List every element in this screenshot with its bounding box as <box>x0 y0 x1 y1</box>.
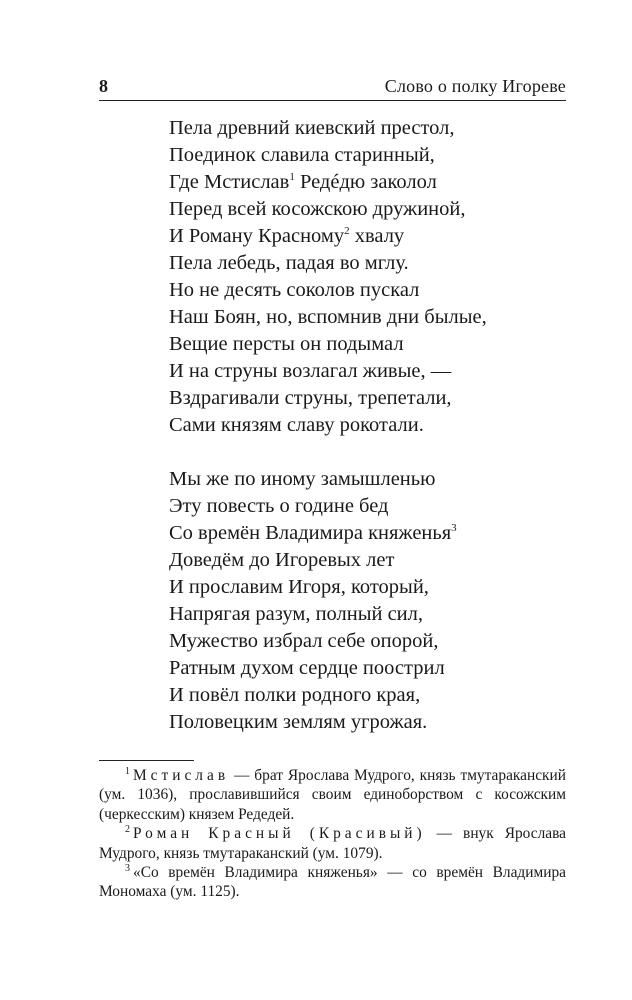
poem-line: Вздрагивали струны, трепетали, <box>169 387 452 409</box>
poem-line: Где Мстислав$^1$ Редéдю заколол <box>169 171 437 193</box>
footnote-text: «Со времён Владимира княженья» — со времён Владимира Мономаха (ум. 1125). <box>99 864 566 901</box>
stanza-2 <box>169 466 569 736</box>
running-title: Слово о полку Игореве <box>384 76 566 96</box>
footnote-mark: 3 <box>125 863 130 875</box>
poem-line: Напрягая разум, полный сил, <box>169 603 424 625</box>
poem-line: И на струны возлагал живые, — <box>169 360 452 382</box>
footnote-text: — брат Ярослава Мудрого, князь тмутараканский (ум. 1036), прославившийся своим единоборством с косожским (черкесским) князем Редедей. <box>99 767 566 823</box>
page-header <box>99 70 566 101</box>
poem-line: Половецким землям угрожая. <box>169 711 428 733</box>
poem <box>169 115 569 736</box>
poem-line: И прославим Игоря, который, <box>169 576 429 598</box>
poem-line: Поединок славила старинный, <box>169 144 435 166</box>
poem-line: Перед всей косожскою дружиной, <box>169 198 466 220</box>
footnote-divider <box>99 760 194 761</box>
poem-line: Эту повесть о године бед <box>169 495 389 517</box>
poem-line: Доведём до Игоревых лет <box>169 549 395 571</box>
poem-line: Наш Боян, но, вспомнив дни былые, <box>169 306 487 328</box>
poem-line: Сами князям славу рокотали. <box>169 414 424 436</box>
footnote-mark: 2 <box>125 824 130 836</box>
poem-line: Пела древний киевский престол, <box>169 117 455 139</box>
footnotes <box>99 766 566 902</box>
poem-line: Вещие персты он подымал <box>169 333 404 355</box>
poem-line: Мы же по иному замышленью <box>169 468 436 490</box>
poem-line: Со времён Владимира княженья$^3$ <box>169 522 457 544</box>
footnote-text: — внук Ярослава Мудрого, князь тмутараканский (ум. 1079). <box>99 825 566 862</box>
footnote-1 <box>99 766 566 824</box>
page-number: 8 <box>99 76 108 96</box>
footnote-ref[interactable]: 3 <box>451 522 457 534</box>
poem-line: Мужество избрал себе опорой, <box>169 630 439 652</box>
poem-line: Пела лебедь, падая во мглу. <box>169 252 409 274</box>
footnote-term: Мстислав <box>133 767 230 784</box>
poem-line: И повёл полки родного края, <box>169 684 421 706</box>
poem-line: Но не десять соколов пускал <box>169 279 420 301</box>
poem-line: И Роману Красному$^2$ хвалу <box>169 225 405 247</box>
footnote-term: Роман Красный (Красивый) <box>133 825 426 843</box>
footnote-2 <box>99 824 566 863</box>
footnote-ref[interactable]: 2 <box>344 225 350 237</box>
poem-line: Ратным духом сердце поострил <box>169 657 445 679</box>
footnote-mark: 1 <box>125 766 130 777</box>
footnote-3 <box>99 863 566 902</box>
footnote-ref[interactable]: 1 <box>289 171 295 183</box>
stanza-1 <box>169 115 569 439</box>
